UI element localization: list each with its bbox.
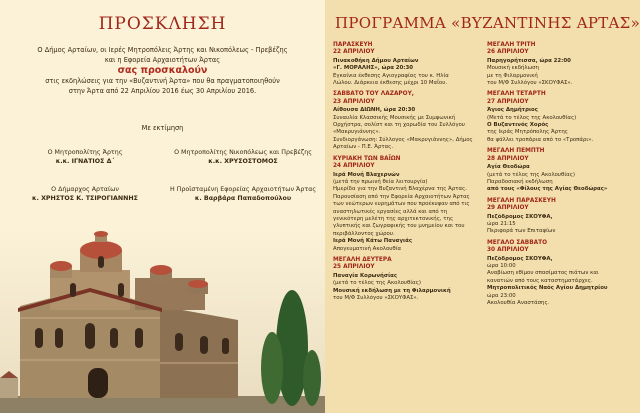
event-line: γενικότερη μελέτη της αρχιτεκτονικής, της bbox=[333, 215, 454, 222]
event-date: 22 ΑΠΡΙΛΙΟΥ bbox=[333, 49, 375, 56]
programme-event bbox=[487, 91, 637, 144]
invitation-line-4: στην Άρτα από 22 Απριλίου 2016 έως 30 Απριλίου 2016. bbox=[68, 86, 257, 95]
event-line: Αρταίων - Π.Ε. Άρτας. bbox=[333, 144, 394, 151]
event-line: Πεζόδρομος ΣΚΟΥΦΑ, bbox=[487, 255, 553, 262]
event-date: 29 ΑΠΡΙΛΙΟΥ bbox=[487, 205, 529, 212]
event-line: Αγία Θεοδώρα bbox=[487, 164, 530, 171]
event-line: Άγιος Δημήτριος bbox=[487, 107, 538, 114]
signatory-ephorate bbox=[163, 185, 323, 203]
programme-event bbox=[333, 257, 483, 302]
signatory-metropolitan-preveza bbox=[163, 148, 323, 166]
event-day: ΜΕΓΑΛΗ ΠΕΜΠΤΗ bbox=[487, 148, 545, 155]
event-day: ΚΥΡΙΑΚΗ ΤΩΝ ΒΑΪΩΝ bbox=[333, 155, 401, 162]
invitation-text bbox=[10, 46, 315, 96]
event-line: Παναγία Κορωνήσίας bbox=[333, 272, 398, 279]
event-line: Ιερά Μονή Κάτω Παναγιάς bbox=[333, 238, 413, 245]
event-line: Ιερά Μονή Βλαχερνών bbox=[333, 171, 400, 178]
event-line: Πεζόδρομος ΣΚΟΥΦΑ, bbox=[487, 213, 553, 220]
event-line: των νεώτερων ευρημάτων που προέκυψαν από τις bbox=[333, 201, 470, 208]
event-line: του Μ/Φ Συλλόγου «ΣΚΟΥΦΑΣ». bbox=[487, 80, 573, 87]
event-line: Αναβίωση εθίμου σπασίματος πιάτων και bbox=[487, 270, 599, 277]
event-day: ΜΕΓΑΛΗ ΠΑΡΑΣΚΕΥΗ bbox=[487, 197, 556, 204]
event-line: (Μετά το τέλος της Ακολουθίας) bbox=[487, 114, 577, 121]
programme-column-1 bbox=[333, 42, 483, 306]
event-line: Απογευματινή Ακολουθία bbox=[333, 245, 402, 252]
event-line: με τη Φιλαρμονική bbox=[487, 72, 538, 79]
event-line: Πινακοθήκη Δήμου Αρταίων bbox=[333, 57, 419, 64]
event-day: ΜΕΓΑΛΗ ΔΕΥΤΕΡΑ bbox=[333, 256, 392, 263]
event-date: 28 ΑΠΡΙΛΙΟΥ bbox=[487, 155, 529, 162]
event-line: Παρηγορήτισσα, ώρα 22:00 bbox=[487, 57, 571, 64]
presence-text: Με εκτίμηση bbox=[141, 124, 184, 132]
event-line: (μετά το τέλος της Ακολουθίας) bbox=[333, 280, 421, 287]
event-line: ώρα 10:00 bbox=[487, 262, 516, 269]
byzantine-church-illustration bbox=[0, 228, 325, 413]
programme-event bbox=[487, 240, 637, 308]
programme-event bbox=[333, 156, 483, 253]
event-line: ώρα 21:15 bbox=[487, 220, 516, 227]
event-day: ΠΑΡΑΣΚΕΥΗ bbox=[333, 42, 373, 48]
event-line: Μητροπολιτικός Ναός Αγίου Δημητρίου bbox=[487, 285, 608, 292]
event-line: του Μ/Φ Συλλόγου «ΣΚΟΥΦΑΣ». bbox=[333, 295, 419, 301]
signatory-role: Ο Δήμαρχος Αρταίων bbox=[51, 186, 119, 193]
event-line: περιβάλλοντος χώρου. bbox=[333, 230, 395, 237]
event-line: Ημερίδα για την Βυζαντινή Βλαχέρνα της Άρτας. bbox=[333, 186, 467, 193]
event-line: θα ψάλλει τροπάρια από το «Τροπάρι». bbox=[487, 136, 594, 143]
programme-event bbox=[333, 91, 483, 151]
event-line: Μουσική εκδήλωση bbox=[487, 65, 539, 72]
invitation-line-3: στις εκδηλώσεις για την «Βυζαντινή Άρτα» που θα πραγματοποιηθούν bbox=[45, 77, 280, 86]
signatory-name: κ.κ. ΧΡΥΣΟΣΤΟΜΟΣ bbox=[208, 158, 278, 165]
event-line: «Γ. ΜΟΡΑΛΗΣ», ώρα 20:30 bbox=[333, 65, 413, 72]
event-line: Λώλου. Διάρκεια έκθεσης μέχρι 10 Μαΐου. bbox=[333, 80, 448, 87]
event-line: γλυπτικής και ζωγραφικής του μνημείου και του bbox=[333, 223, 465, 230]
event-line: (μετά την πρωινή θεία λειτουργία) bbox=[333, 178, 428, 185]
signatory-metropolitan-arta bbox=[5, 148, 165, 166]
event-day: ΜΕΓΑΛΗ ΤΡΙΤΗ bbox=[487, 42, 536, 48]
signatory-name: κ.κ. ΙΓΝΑΤΙΟΣ Δ΄ bbox=[55, 158, 115, 165]
invitation-line-2: και η Εφορεία Αρχαιοτήτων Άρτας bbox=[104, 55, 221, 64]
event-line: Περιφορά των Επιταφίων bbox=[487, 228, 556, 235]
event-line: Μουσική εκδήλωση με τη Φιλαρμονική bbox=[333, 287, 451, 294]
event-line: Παραδοσιακή εκδήλωση bbox=[487, 178, 553, 185]
invitation-highlight: σας προσκαλούν bbox=[117, 65, 208, 77]
signatory-role: Η Προϊσταμένη Εφορείας Αρχαιοτήτων Άρτας bbox=[169, 186, 317, 193]
programme-event bbox=[487, 42, 637, 87]
signatory-mayor bbox=[5, 185, 165, 203]
event-line: Συνδιοργάνωση: Σύλλογος «Μακρυγιάννης», Δήμος bbox=[333, 136, 473, 143]
programme-event bbox=[333, 42, 483, 87]
invitation-line-1: Ο Δήμος Αρταίων, οι Ιερές Μητροπόλεις Άρτης και Νικοπόλεως - Πρεβέζης bbox=[37, 46, 288, 54]
event-line: Συναυλία Κλασσικής Μουσικής με Συμφωνική bbox=[333, 114, 456, 121]
event-line: Αίθουσα ΔΙΩΝΗ, ώρα 20:30 bbox=[333, 107, 416, 114]
programme-title: ΠΡΟΓΡΑΜΜΑ «ΒΥΖΑΝΤΙΝΗΣ ΑΡΤΑΣ» bbox=[335, 14, 640, 32]
programme-column-2 bbox=[487, 42, 637, 311]
event-line: Παρουσίαση από την Εφορεία Αρχαιοτήτων Άρτας bbox=[333, 193, 470, 200]
event-line: Ορχήστρα, σολίστ και τη χορωδία του Συλλόγου bbox=[333, 122, 465, 129]
signatory-role: Ο Μητροπολίτης Άρτης bbox=[47, 149, 123, 156]
programme-event bbox=[487, 198, 637, 236]
signatory-name: κ. Βαρβάρα Παπαδοπούλου bbox=[194, 195, 292, 202]
signatory-name: κ. ΧΡΗΣΤΟΣ Κ. ΤΣΙΡΟΓΙΑΝΝΗΣ bbox=[32, 195, 138, 202]
signatory-role: Ο Μητροπολίτης Νικοπόλεως και Πρεβέζης bbox=[174, 149, 312, 156]
event-line: Εγκαίνια έκθεσης Αγιογραφίας του κ. Ηλία bbox=[333, 72, 449, 79]
event-date: 27 ΑΠΡΙΛΙΟΥ bbox=[487, 98, 529, 105]
event-line: από τους «Φίλους της Αγίας Θεοδώρας» bbox=[487, 186, 608, 193]
event-date: 24 ΑΠΡΙΛΙΟΥ bbox=[333, 163, 375, 170]
event-date: 26 ΑΠΡΙΛΙΟΥ bbox=[487, 49, 529, 56]
event-line: «Μακρυγιάννης». bbox=[333, 129, 381, 136]
event-line: ώρα 23:00 bbox=[487, 292, 516, 299]
event-line: (μετά το τέλος της Ακολουθίας) bbox=[487, 171, 575, 178]
event-line: αναστηλωτικές εργασίες αλλά και από τη bbox=[333, 208, 447, 215]
event-line: Ο Βυζαντινός Χορός bbox=[487, 122, 549, 129]
event-date: 30 ΑΠΡΙΛΙΟΥ bbox=[487, 247, 529, 254]
programme-event bbox=[487, 148, 637, 193]
event-day: ΣΑΒΒΑΤΟ ΤΟΥ ΛΑΖΑΡΟΥ, bbox=[333, 91, 415, 98]
event-line: κανατιών από τους καταστηματάρχες. bbox=[487, 277, 593, 284]
event-line: Ακολουθία Αναστάσης. bbox=[487, 300, 550, 306]
event-date: 23 ΑΠΡΙΛΙΟΥ bbox=[333, 98, 375, 105]
event-day: ΜΕΓΑΛΗ ΤΕΤΑΡΤΗ bbox=[487, 91, 546, 98]
event-day: ΜΕΓΑΛΟ ΣΑΒΒΑΤΟ bbox=[487, 239, 547, 246]
invitation-title: ΠΡΟΣΚΛΗΣΗ bbox=[98, 14, 227, 34]
event-line: της Ιεράς Μητρόπολης Άρτης bbox=[487, 129, 568, 136]
event-date: 25 ΑΠΡΙΛΙΟΥ bbox=[333, 264, 375, 271]
